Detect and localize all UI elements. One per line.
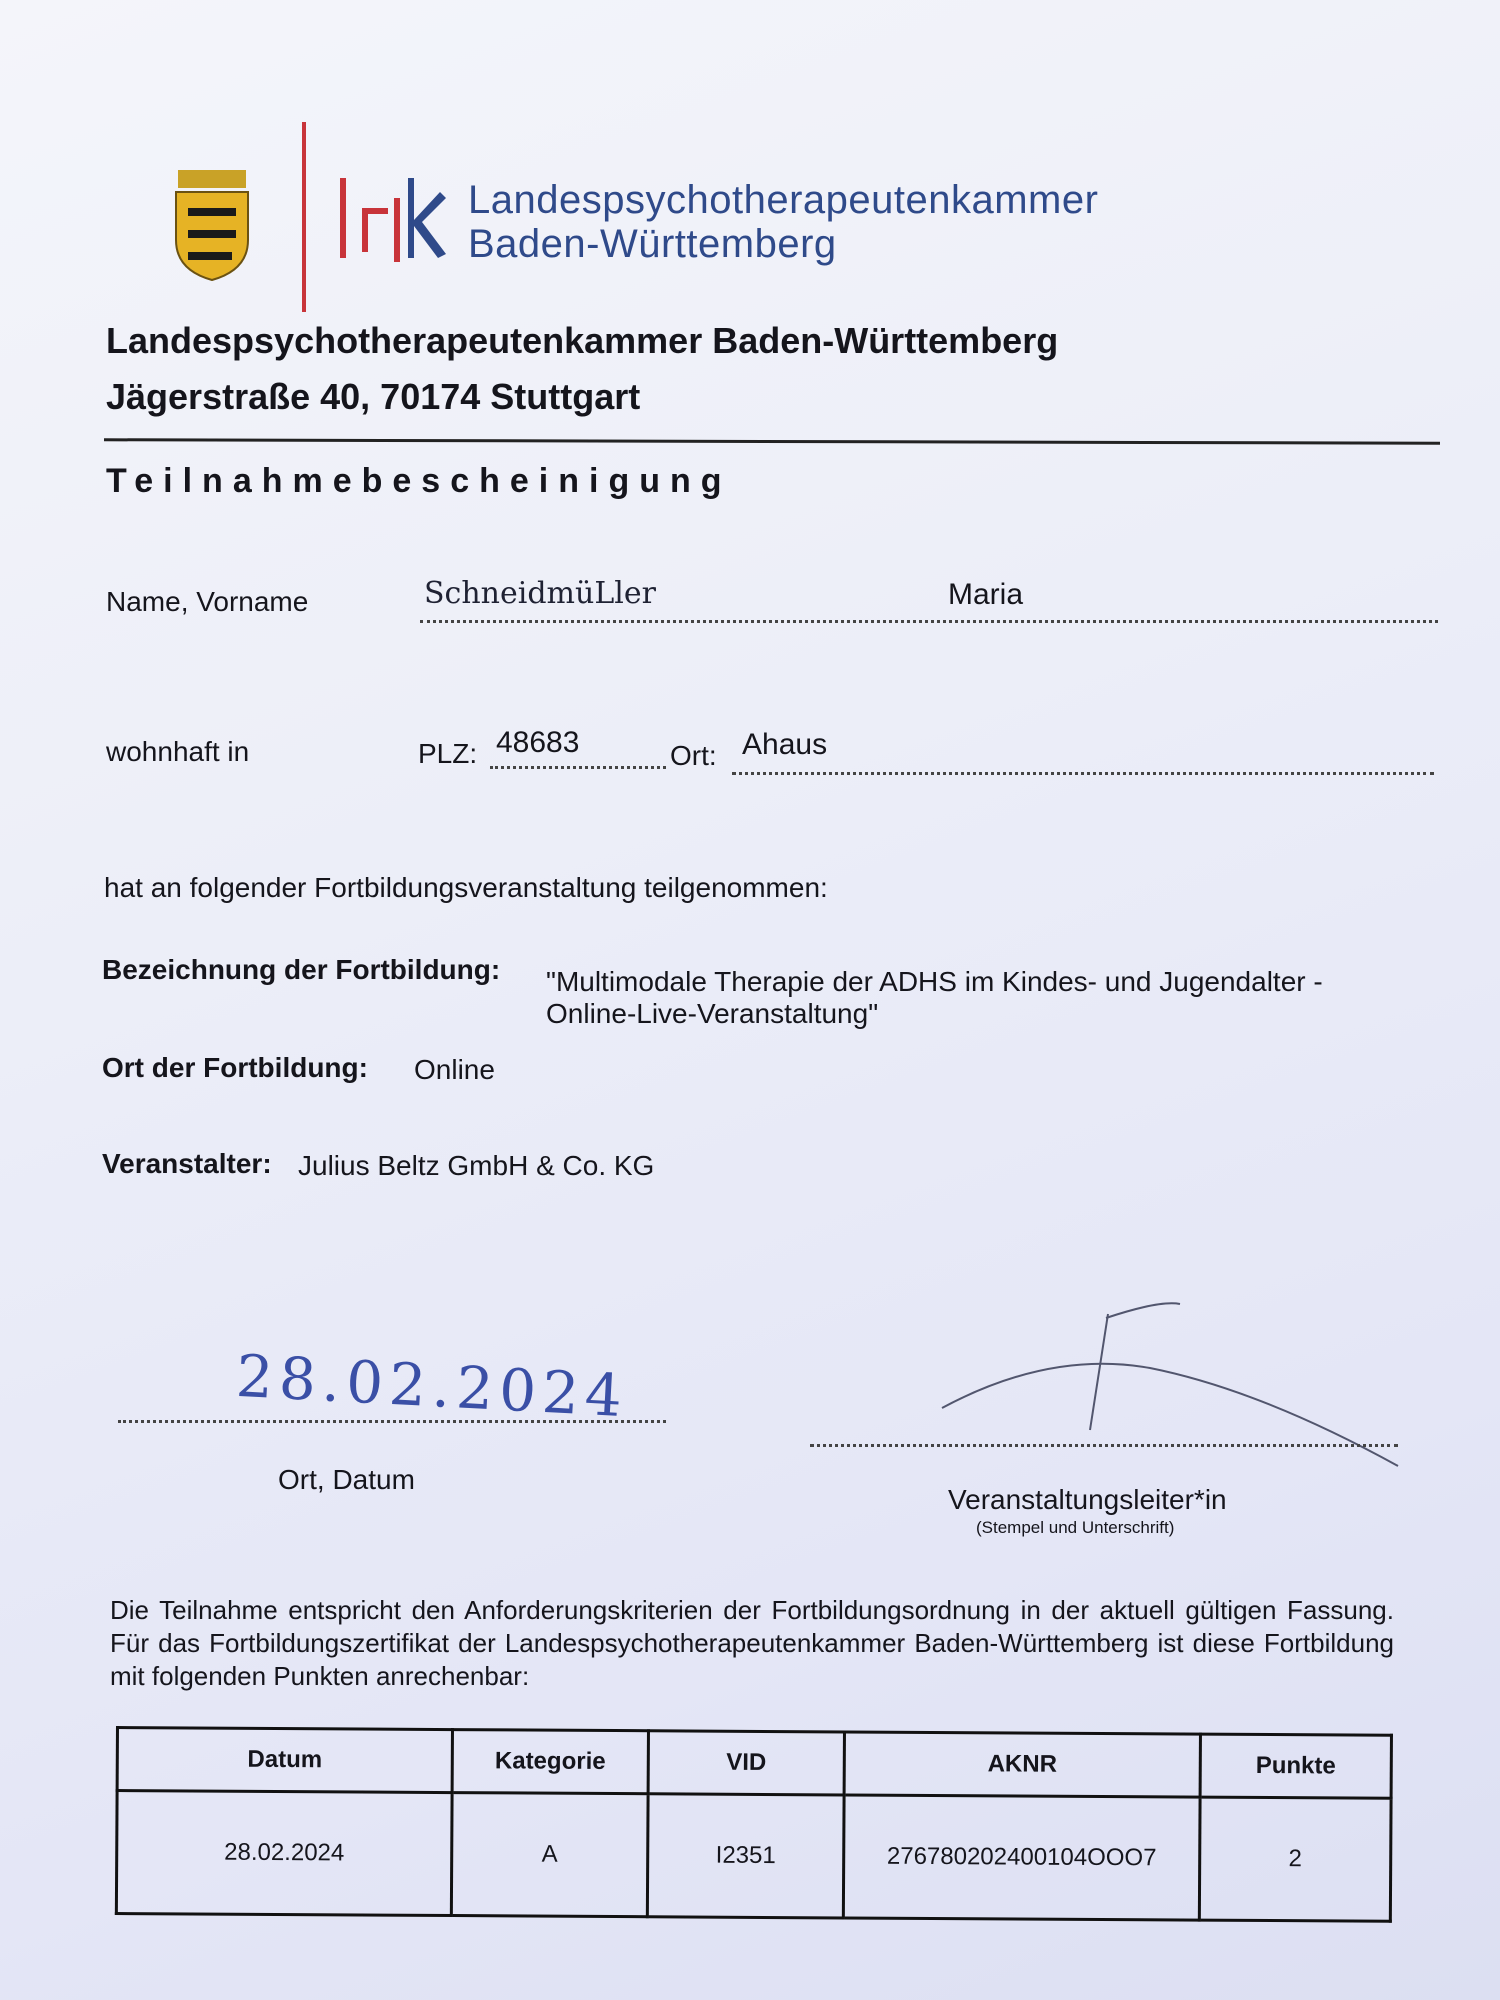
header-divider — [104, 438, 1440, 444]
place-date-label: Ort, Datum — [278, 1464, 415, 1495]
document-title: Teilnahmebescheinigung — [106, 462, 732, 500]
plz-label: PLZ: — [418, 738, 478, 769]
event-title-label: Bezeichnung der Fortbildung: — [102, 954, 501, 985]
header-punkte: Punkte — [1200, 1734, 1391, 1798]
ort-label: Ort: — [670, 740, 717, 771]
event-title-line-2: Online-Live-Veranstaltung" — [546, 998, 879, 1029]
firstname-value: Maria — [948, 578, 1024, 611]
name-label: Name, Vorname — [106, 586, 309, 617]
header-kategorie: Kategorie — [452, 1730, 648, 1794]
event-title-line-1: "Multimodale Therapie der ADHS im Kindes- und Jugendalter - — [546, 966, 1323, 997]
cell-kategorie: A — [451, 1793, 648, 1917]
logo-divider — [302, 122, 306, 312]
name-dotted-line — [420, 620, 1438, 623]
event-location-label: Ort der Fortbildung: — [102, 1052, 368, 1083]
logo-org-line-1: Landespsychotherapeutenkammer — [468, 178, 1099, 222]
header-datum: Datum — [117, 1728, 452, 1793]
leader-label: Veranstaltungsleiter*in — [948, 1484, 1227, 1515]
points-table — [115, 1726, 1393, 1923]
cell-datum: 28.02.2024 — [116, 1791, 452, 1916]
surname-value: SchneidmüLler — [424, 576, 656, 611]
event-organizer-label: Veranstalter: — [102, 1148, 272, 1179]
lpk-logo-mark — [336, 168, 448, 264]
leader-dotted-line — [810, 1444, 1398, 1447]
table-row — [116, 1791, 1391, 1922]
event-location-value: Online — [414, 1054, 495, 1085]
criteria-text: Die Teilnahme entspricht den Anforderungskriterien der Fortbildungsordnung in der aktuell gültigen Fassung. Für das Fortbildungszertifikat der Landespsychotherapeutenkammer Baden-Württemberg ist diese Fortbildung mit folgenden Punkten anrechenbar: — [110, 1595, 1394, 1691]
plz-value: 48683 — [496, 726, 580, 759]
header-vid: VID — [648, 1731, 844, 1795]
cell-aknr: 276780202400104OOO7 — [843, 1795, 1200, 1920]
ort-dotted-line — [732, 772, 1434, 775]
header-org-name: Landespsychotherapeutenkammer Baden-Württemberg — [106, 320, 1059, 361]
ort-value: Ahaus — [742, 728, 828, 761]
logo-org-line-2: Baden-Württemberg — [468, 222, 837, 266]
points-table-header-row — [117, 1728, 1391, 1799]
participation-statement: hat an folgender Fortbildungsveranstaltung teilgenommen: — [104, 872, 828, 903]
leader-signature — [930, 1290, 1410, 1470]
date-dotted-line — [118, 1420, 666, 1423]
state-coat-of-arms-icon — [172, 170, 252, 282]
plz-dotted-line — [490, 766, 666, 769]
header-address: Jägerstraße 40, 70174 Stuttgart — [106, 376, 641, 417]
cell-punkte: 2 — [1199, 1797, 1391, 1921]
cell-vid: I2351 — [647, 1794, 844, 1918]
leader-note: (Stempel und Unterschrift) — [976, 1518, 1175, 1537]
residence-label: wohnhaft in — [106, 736, 250, 767]
handwritten-date: 28.02.2024 — [234, 1341, 630, 1431]
header-aknr: AKNR — [844, 1732, 1200, 1797]
event-organizer-value: Julius Beltz GmbH & Co. KG — [298, 1150, 655, 1181]
